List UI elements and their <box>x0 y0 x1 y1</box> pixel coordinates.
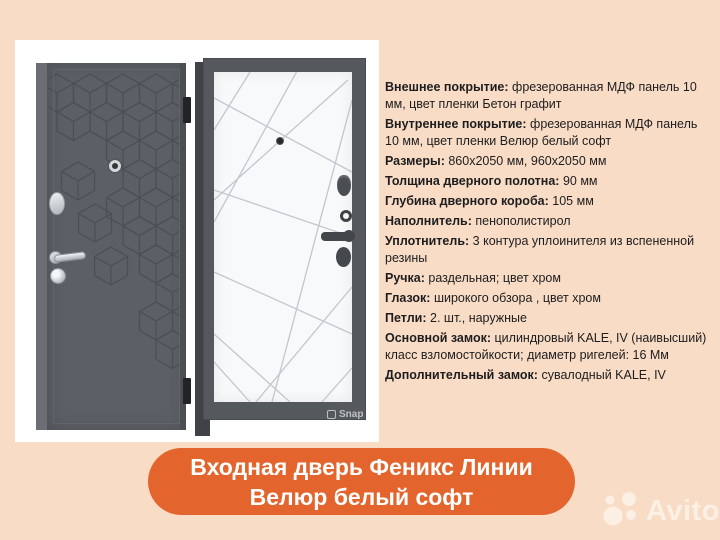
spec-value: широкого обзора , цвет хром <box>433 291 601 305</box>
hinge-icon <box>183 378 191 404</box>
spec-label: Внешнее покрытие: <box>385 80 509 94</box>
specifications <box>385 79 710 387</box>
spec-label: Внутреннее покрытие: <box>385 117 527 131</box>
spec-label: Толщина дверного полотна: <box>385 174 560 188</box>
product-title-line2: Велюр белый софт <box>249 483 474 510</box>
spec-value: сувалодный KALE, IV <box>541 368 666 382</box>
spec-value: 2. шт., наружные <box>430 311 527 325</box>
photo-watermark-label: Snap <box>339 409 364 420</box>
spec-label: Глазок: <box>385 291 431 305</box>
door-photos <box>15 40 379 442</box>
keyhole-icon <box>336 247 351 267</box>
spec-row <box>385 330 710 364</box>
cylinder-lock-icon <box>50 268 66 284</box>
spec-value: 860x2050 мм, 960x2050 мм <box>448 154 607 168</box>
spec-row <box>385 290 710 307</box>
avito-wordmark: Avito <box>646 494 720 527</box>
door-frame <box>203 58 366 420</box>
spec-label: Дополнительный замок: <box>385 368 538 382</box>
spec-row <box>385 233 710 267</box>
spec-row <box>385 79 710 113</box>
avito-watermark <box>598 489 720 533</box>
spec-label: Наполнитель: <box>385 214 472 228</box>
product-title-banner <box>148 448 575 515</box>
spec-row <box>385 173 710 190</box>
spec-value: 105 мм <box>552 194 594 208</box>
spec-value: фрезерованная МДФ панель 10 мм, цвет пленки Бетон графит <box>385 80 697 111</box>
peephole-icon <box>276 137 284 145</box>
lock-escutcheon-icon <box>49 192 65 215</box>
spec-row <box>385 310 710 327</box>
hinge-icon <box>183 97 191 123</box>
camera-icon <box>327 410 336 419</box>
turn-knob-icon <box>340 210 352 222</box>
spec-row <box>385 213 710 230</box>
door-handle-icon <box>47 248 87 266</box>
spec-value: цилиндровый KALE, IV (наивысший) класс взломостойкости; диаметр ригелей: 16 Мм <box>385 331 707 362</box>
spec-label: Петли: <box>385 311 427 325</box>
photo-watermark <box>327 409 379 420</box>
spec-row <box>385 193 710 210</box>
spec-label: Глубина дверного короба: <box>385 194 549 208</box>
door-exterior-leaf <box>47 63 186 430</box>
cube-pattern <box>47 63 186 430</box>
spec-row <box>385 153 710 170</box>
spec-label: Уплотнитель: <box>385 234 470 248</box>
spec-value: раздельная; цвет хром <box>428 271 561 285</box>
lock-cover-icon <box>337 175 351 196</box>
spec-value: 3 контура уплоинителя из вспененной резины <box>385 234 695 265</box>
spec-label: Ручка: <box>385 271 425 285</box>
door-interior-leaf <box>214 72 352 402</box>
spec-label: Размеры: <box>385 154 445 168</box>
avito-logo-icon <box>598 489 644 533</box>
door-handle-icon <box>321 232 353 241</box>
product-title-line1: Входная дверь Феникс Линии <box>190 453 533 480</box>
peephole-icon <box>109 160 121 172</box>
spec-row <box>385 116 710 150</box>
door-jamb <box>36 63 47 430</box>
spec-row <box>385 367 710 384</box>
spec-value: фрезерованная МДФ панель 10 мм, цвет пленки Велюр белый софт <box>385 117 698 148</box>
spec-value: 90 мм <box>562 174 598 188</box>
spec-label: Основной замок: <box>385 331 492 345</box>
spec-value: пенополистирол <box>475 214 571 228</box>
spec-row <box>385 270 710 287</box>
